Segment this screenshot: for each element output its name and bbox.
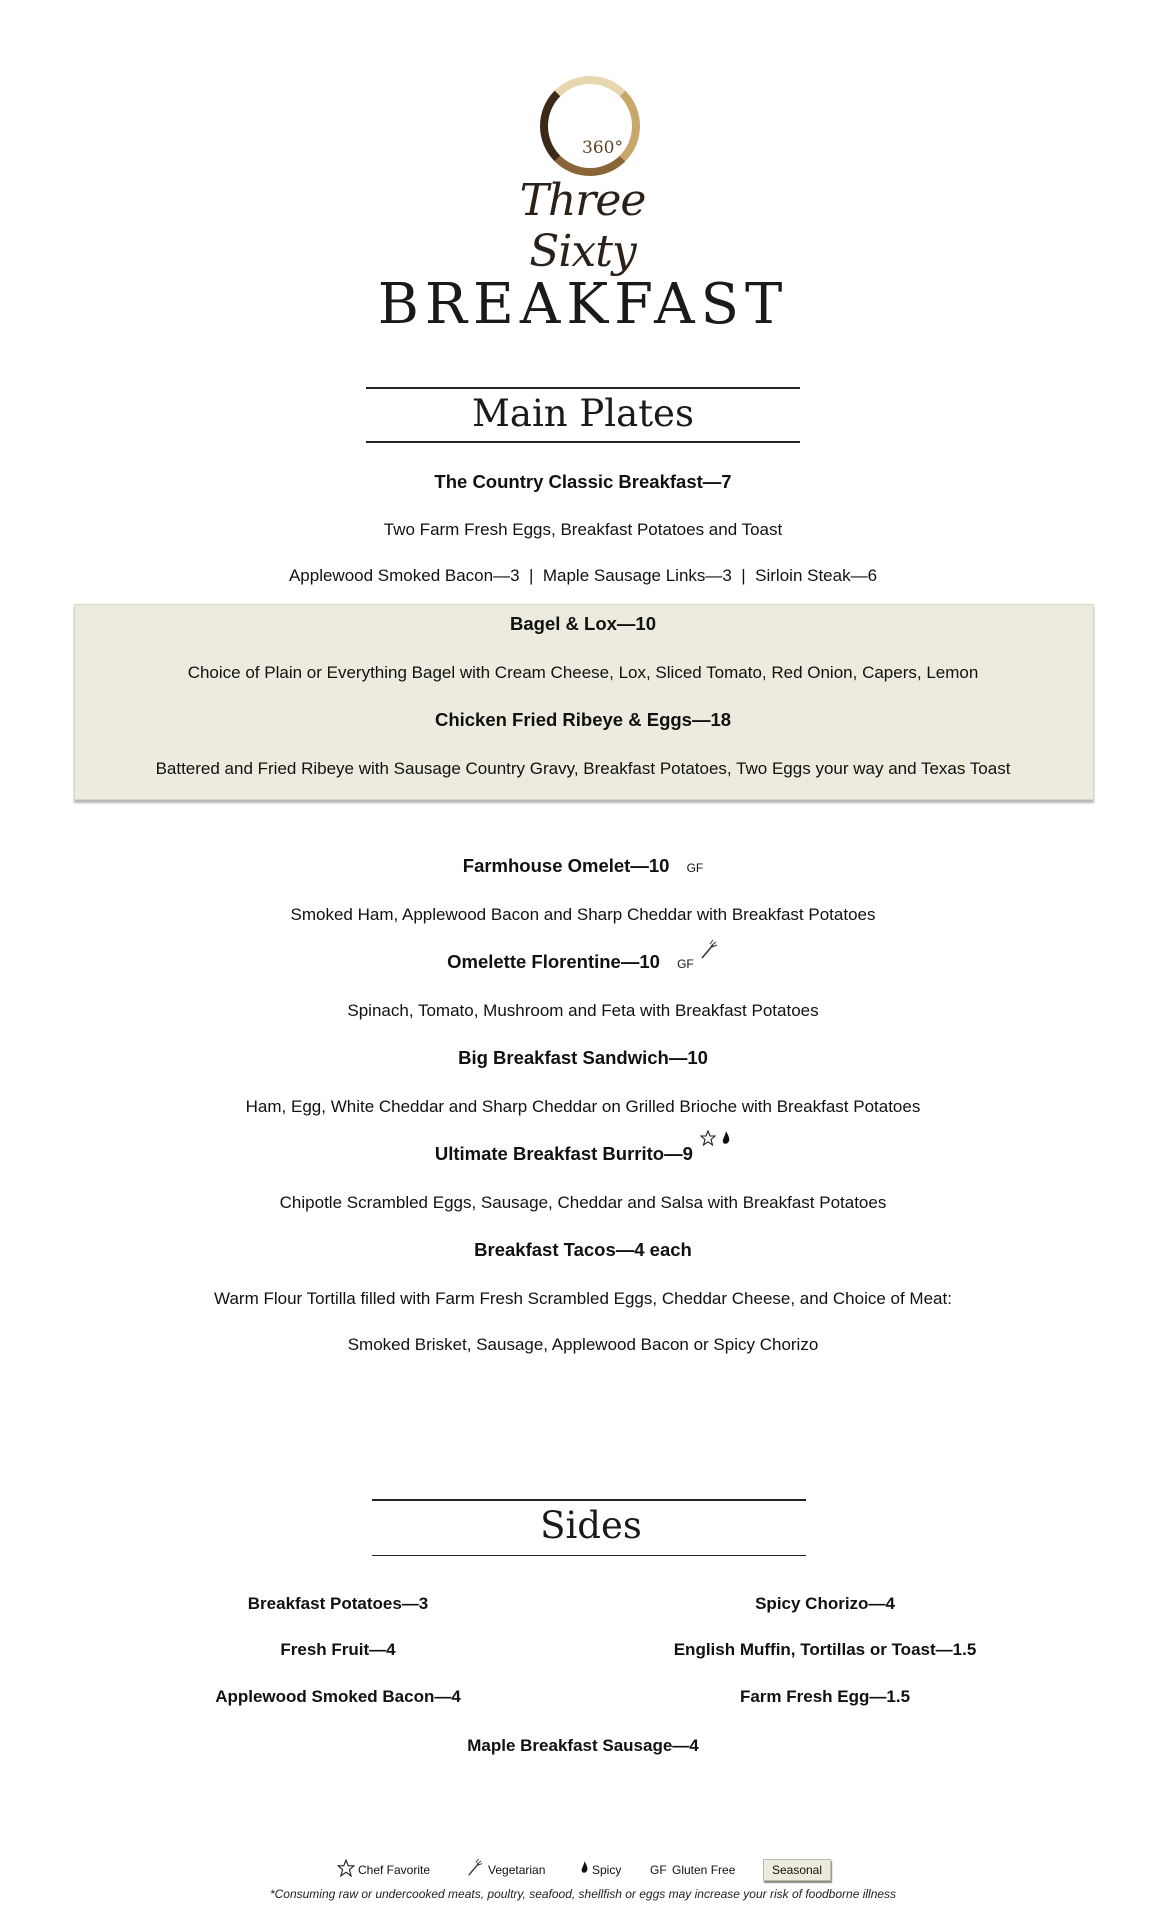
chef-favorite-icon: [337, 1859, 355, 1880]
side-item: English Muffin, Tortillas or Toast—1.5: [673, 1640, 977, 1659]
menu-item-title-row: [0, 855, 1166, 877]
section-rule-top: [366, 387, 800, 389]
menu-item-title: Ultimate Breakfast Burrito—9: [434, 1143, 693, 1164]
logo-name: Three Sixty: [519, 175, 646, 277]
side-item: Applewood Smoked Bacon—4: [215, 1687, 461, 1706]
menu-item-desc: Two Farm Fresh Eggs, Breakfast Potatoes and Toast: [383, 520, 783, 539]
menu-item-title: Chicken Fried Ribeye & Eggs—18: [434, 709, 732, 730]
menu-item-title: Big Breakfast Sandwich—10: [458, 1047, 708, 1068]
section-rule-bottom: [366, 441, 800, 443]
three-sixty-logo: [490, 70, 675, 277]
logo-ring: [540, 76, 640, 176]
side-item: Spicy Chorizo—4: [755, 1594, 895, 1613]
gluten-free-tag: GF: [677, 957, 694, 971]
legend-vegetarian: Vegetarian: [488, 1863, 546, 1877]
menu-item-desc: Warm Flour Tortilla filled with Farm Fresh Scrambled Eggs, Cheddar Cheese, and Choice of Meat:: [214, 1289, 952, 1308]
menu-addons: Applewood Smoked Bacon—3 | Maple Sausage Links—3 | Sirloin Steak—6: [288, 566, 878, 585]
spicy-icon: [721, 1129, 731, 1151]
menu-item-desc: Spinach, Tomato, Mushroom and Feta with Breakfast Potatoes: [347, 1001, 819, 1020]
footnote: *Consuming raw or undercooked meats, poultry, seafood, shellfish or eggs may increase your risk of foodborne illness: [269, 1887, 897, 1901]
menu-item-desc: Chipotle Scrambled Eggs, Sausage, Cheddar and Salsa with Breakfast Potatoes: [279, 1193, 887, 1212]
legend-gf-tag: GF: [650, 1863, 667, 1877]
menu-item-title: Breakfast Tacos—4 each: [474, 1239, 692, 1260]
menu-item-title: Bagel & Lox—10: [510, 613, 656, 634]
legend-spicy: Spicy: [592, 1863, 622, 1877]
menu-item-title: Farmhouse Omelet—10: [462, 855, 670, 876]
side-item: Breakfast Potatoes—3: [247, 1594, 429, 1613]
vegetarian-icon: [699, 939, 719, 966]
menu-item-title: Omelette Florentine—10: [447, 951, 660, 972]
menu-item-desc: Smoked Ham, Applewood Bacon and Sharp Cheddar with Breakfast Potatoes: [290, 905, 876, 924]
section-rule-bottom: [372, 1555, 806, 1556]
page-title: BREAKFAST: [377, 272, 789, 337]
menu-item-title-row: [0, 1143, 1166, 1165]
gluten-free-tag: GF: [686, 861, 704, 875]
side-item: Maple Breakfast Sausage—4: [467, 1736, 699, 1755]
side-item: Farm Fresh Egg—1.5: [739, 1687, 911, 1706]
legend-chef-favorite: Chef Favorite: [358, 1863, 431, 1877]
menu-item-desc: Choice of Plain or Everything Bagel with Cream Cheese, Lox, Sliced Tomato, Red Onion, Capers, Lemon: [187, 663, 979, 682]
menu-item-desc-continued: Smoked Brisket, Sausage, Applewood Bacon or Spicy Chorizo: [347, 1335, 819, 1354]
chef-favorite-icon: [700, 1129, 716, 1151]
logo-number: 360°: [582, 138, 623, 158]
menu-item-desc: Battered and Fried Ribeye with Sausage Country Gravy, Breakfast Potatoes, Two Eggs your way and Texas Toast: [155, 759, 1011, 778]
main-plates-heading: Main Plates: [472, 392, 694, 435]
legend: [0, 1855, 1166, 1885]
menu-item-desc: Ham, Egg, White Cheddar and Sharp Cheddar on Grilled Brioche with Breakfast Potatoes: [245, 1097, 921, 1116]
section-rule-top: [372, 1499, 806, 1501]
side-item: Fresh Fruit—4: [280, 1640, 396, 1659]
legend-gluten-free: Gluten Free: [672, 1863, 736, 1877]
sides-heading: Sides: [540, 1504, 642, 1547]
menu-item-title: The Country Classic Breakfast—7: [434, 471, 732, 492]
legend-seasonal: Seasonal: [763, 1859, 831, 1881]
vegetarian-icon: [466, 1858, 484, 1881]
menu-item-title-row: [0, 951, 1166, 973]
spicy-icon: [580, 1860, 589, 1878]
